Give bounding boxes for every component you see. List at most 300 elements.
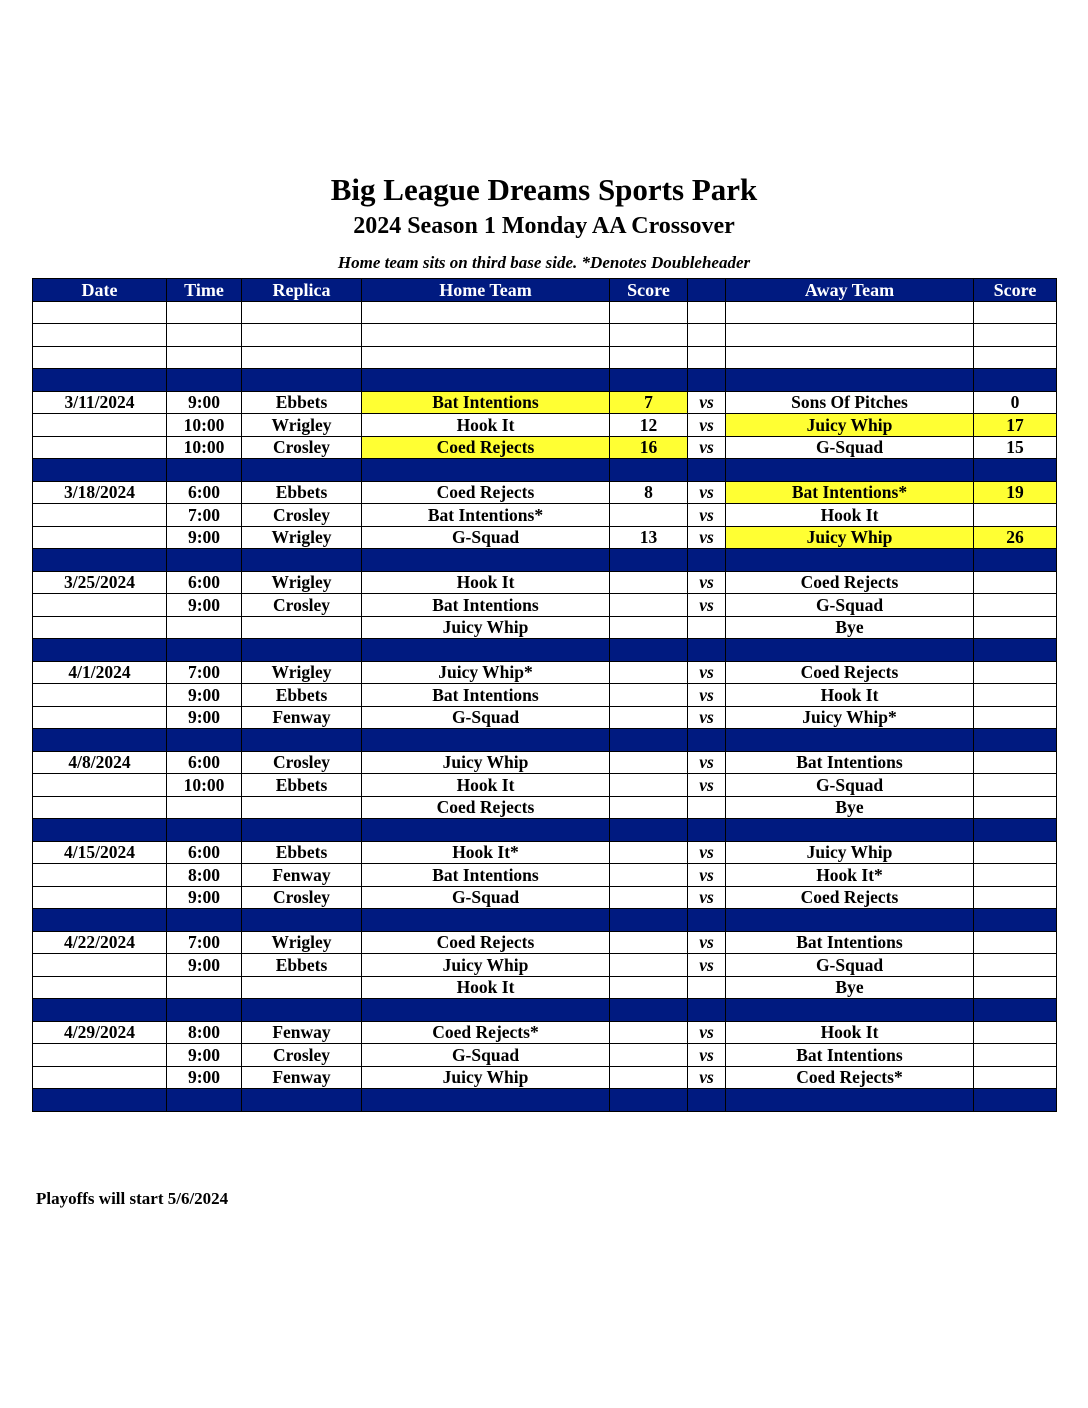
away-score-cell <box>974 684 1057 707</box>
replica-cell: Ebbets <box>242 774 362 797</box>
date-cell <box>33 706 167 729</box>
table-row <box>33 414 1057 437</box>
table-row <box>33 841 1057 864</box>
home-team-cell: Juicy Whip <box>362 751 610 774</box>
vs-cell: vs <box>688 1066 726 1089</box>
vs-cell <box>688 324 726 347</box>
time-cell: 9:00 <box>167 1066 242 1089</box>
away-team-cell <box>726 324 974 347</box>
vs-cell <box>688 616 726 639</box>
replica-cell: Wrigley <box>242 931 362 954</box>
away-score-cell <box>974 301 1057 324</box>
time-cell <box>167 999 242 1022</box>
replica-cell: Crosley <box>242 504 362 527</box>
home-team-cell: Juicy Whip <box>362 616 610 639</box>
home-score-cell: 16 <box>610 436 688 459</box>
replica-cell <box>242 459 362 482</box>
date-cell <box>33 324 167 347</box>
home-score-cell <box>610 706 688 729</box>
table-row <box>33 436 1057 459</box>
home-score-cell <box>610 616 688 639</box>
away-team-cell: Coed Rejects <box>726 571 974 594</box>
away-score-cell <box>974 841 1057 864</box>
away-score-cell <box>974 639 1057 662</box>
home-score-cell <box>610 774 688 797</box>
home-score-cell: 13 <box>610 526 688 549</box>
date-cell: 3/25/2024 <box>33 571 167 594</box>
vs-cell: vs <box>688 1044 726 1067</box>
home-score-cell <box>610 729 688 752</box>
time-cell: 10:00 <box>167 414 242 437</box>
week-separator-row <box>33 549 1057 572</box>
home-score-cell <box>610 886 688 909</box>
date-cell <box>33 1089 167 1112</box>
away-team-cell: Hook It <box>726 684 974 707</box>
away-team-cell <box>726 819 974 842</box>
home-team-cell: G-Squad <box>362 1044 610 1067</box>
home-score-cell <box>610 1044 688 1067</box>
table-row <box>33 774 1057 797</box>
time-cell <box>167 976 242 999</box>
vs-cell <box>688 729 726 752</box>
home-team-cell: Coed Rejects <box>362 481 610 504</box>
away-score-cell <box>974 504 1057 527</box>
home-team-cell <box>362 999 610 1022</box>
vs-cell: vs <box>688 391 726 414</box>
time-cell <box>167 459 242 482</box>
replica-cell <box>242 819 362 842</box>
table-row <box>33 1044 1057 1067</box>
date-cell <box>33 1044 167 1067</box>
away-score-cell <box>974 459 1057 482</box>
home-score-cell <box>610 571 688 594</box>
home-team-cell <box>362 459 610 482</box>
vs-cell <box>688 909 726 932</box>
schedule-body <box>33 301 1057 1111</box>
time-cell <box>167 819 242 842</box>
date-cell <box>33 774 167 797</box>
away-score-cell <box>974 774 1057 797</box>
date-cell <box>33 526 167 549</box>
home-team-cell <box>362 639 610 662</box>
table-row <box>33 1021 1057 1044</box>
time-cell: 9:00 <box>167 391 242 414</box>
week-separator-row <box>33 639 1057 662</box>
home-score-cell <box>610 841 688 864</box>
date-cell <box>33 796 167 819</box>
date-cell <box>33 909 167 932</box>
date-cell <box>33 954 167 977</box>
col-header-home-team: Home Team <box>362 279 610 302</box>
away-score-cell <box>974 819 1057 842</box>
home-team-cell: Hook It <box>362 774 610 797</box>
table-row <box>33 864 1057 887</box>
date-cell <box>33 504 167 527</box>
away-team-cell: Bat Intentions <box>726 1044 974 1067</box>
away-score-cell <box>974 661 1057 684</box>
home-score-cell <box>610 684 688 707</box>
col-header-vs <box>688 279 726 302</box>
replica-cell: Crosley <box>242 436 362 459</box>
home-team-cell: Hook It <box>362 571 610 594</box>
time-cell: 9:00 <box>167 594 242 617</box>
away-score-cell <box>974 886 1057 909</box>
vs-cell: vs <box>688 841 726 864</box>
away-score-cell <box>974 1066 1057 1089</box>
away-score-cell: 0 <box>974 391 1057 414</box>
home-score-cell <box>610 639 688 662</box>
away-team-cell <box>726 459 974 482</box>
home-team-cell <box>362 549 610 572</box>
vs-cell <box>688 819 726 842</box>
vs-cell: vs <box>688 661 726 684</box>
home-team-cell <box>362 324 610 347</box>
week-separator-row <box>33 729 1057 752</box>
vs-cell <box>688 346 726 369</box>
replica-cell <box>242 1089 362 1112</box>
date-cell <box>33 549 167 572</box>
date-cell <box>33 886 167 909</box>
table-row <box>33 684 1057 707</box>
home-team-cell: G-Squad <box>362 886 610 909</box>
home-team-cell <box>362 301 610 324</box>
date-cell <box>33 999 167 1022</box>
table-row <box>33 706 1057 729</box>
home-team-cell: Coed Rejects* <box>362 1021 610 1044</box>
time-cell: 10:00 <box>167 436 242 459</box>
away-score-cell: 26 <box>974 526 1057 549</box>
time-cell: 7:00 <box>167 504 242 527</box>
home-score-cell <box>610 864 688 887</box>
vs-cell: vs <box>688 774 726 797</box>
time-cell <box>167 639 242 662</box>
page-title: Big League Dreams Sports Park <box>330 172 758 207</box>
away-team-cell: Juicy Whip <box>726 841 974 864</box>
date-cell: 3/18/2024 <box>33 481 167 504</box>
time-cell: 10:00 <box>167 774 242 797</box>
table-row <box>33 504 1057 527</box>
away-team-cell <box>726 301 974 324</box>
home-team-cell: Bat Intentions <box>362 391 610 414</box>
replica-cell: Crosley <box>242 594 362 617</box>
away-score-cell <box>974 594 1057 617</box>
time-cell: 9:00 <box>167 706 242 729</box>
away-team-cell <box>726 1089 974 1112</box>
home-score-cell <box>610 796 688 819</box>
date-cell <box>33 729 167 752</box>
away-team-cell: Sons Of Pitches <box>726 391 974 414</box>
table-row <box>33 976 1057 999</box>
vs-cell <box>688 976 726 999</box>
time-cell: 6:00 <box>167 571 242 594</box>
col-header-time: Time <box>167 279 242 302</box>
away-team-cell: Hook It* <box>726 864 974 887</box>
vs-cell <box>688 796 726 819</box>
date-cell <box>33 594 167 617</box>
time-cell <box>167 1089 242 1112</box>
blank-row <box>33 346 1057 369</box>
time-cell <box>167 729 242 752</box>
away-team-cell: Juicy Whip* <box>726 706 974 729</box>
table-row <box>33 886 1057 909</box>
replica-cell <box>242 549 362 572</box>
col-header-home-score: Score <box>610 279 688 302</box>
away-score-cell <box>974 1089 1057 1112</box>
vs-cell: vs <box>688 414 726 437</box>
table-row <box>33 954 1057 977</box>
blank-row <box>33 301 1057 324</box>
home-team-cell: Bat Intentions* <box>362 504 610 527</box>
date-cell <box>33 616 167 639</box>
home-score-cell <box>610 301 688 324</box>
home-team-cell: Juicy Whip* <box>362 661 610 684</box>
table-row <box>33 751 1057 774</box>
date-cell: 4/22/2024 <box>33 931 167 954</box>
away-score-cell <box>974 796 1057 819</box>
replica-cell: Ebbets <box>242 481 362 504</box>
time-cell <box>167 796 242 819</box>
away-score-cell <box>974 954 1057 977</box>
vs-cell: vs <box>688 526 726 549</box>
table-row <box>33 931 1057 954</box>
time-cell <box>167 301 242 324</box>
date-cell: 4/29/2024 <box>33 1021 167 1044</box>
vs-cell <box>688 369 726 392</box>
home-score-cell <box>610 346 688 369</box>
home-score-cell <box>610 931 688 954</box>
page-subtitle: 2024 Season 1 Monday AA Crossover <box>353 213 735 239</box>
home-score-cell <box>610 909 688 932</box>
away-team-cell <box>726 999 974 1022</box>
week-separator-row <box>33 1089 1057 1112</box>
replica-cell <box>242 976 362 999</box>
replica-cell: Ebbets <box>242 684 362 707</box>
home-team-cell: Coed Rejects <box>362 796 610 819</box>
date-cell <box>33 301 167 324</box>
time-cell: 8:00 <box>167 864 242 887</box>
away-team-cell <box>726 369 974 392</box>
vs-cell <box>688 999 726 1022</box>
time-cell <box>167 369 242 392</box>
replica-cell: Fenway <box>242 1066 362 1089</box>
away-score-cell: 17 <box>974 414 1057 437</box>
time-cell: 6:00 <box>167 841 242 864</box>
home-score-cell <box>610 459 688 482</box>
replica-cell: Fenway <box>242 706 362 729</box>
week-separator-row <box>33 369 1057 392</box>
replica-cell: Ebbets <box>242 841 362 864</box>
date-cell: 3/11/2024 <box>33 391 167 414</box>
home-team-cell <box>362 729 610 752</box>
date-cell: 4/8/2024 <box>33 751 167 774</box>
replica-cell: Ebbets <box>242 391 362 414</box>
date-cell <box>33 684 167 707</box>
home-team-cell: Hook It <box>362 414 610 437</box>
replica-cell <box>242 369 362 392</box>
blank-row <box>33 324 1057 347</box>
vs-cell: vs <box>688 504 726 527</box>
home-team-cell: Bat Intentions <box>362 864 610 887</box>
time-cell: 9:00 <box>167 886 242 909</box>
table-row <box>33 594 1057 617</box>
away-team-cell: Bat Intentions <box>726 751 974 774</box>
vs-cell: vs <box>688 684 726 707</box>
home-score-cell <box>610 594 688 617</box>
away-score-cell <box>974 751 1057 774</box>
replica-cell: Crosley <box>242 1044 362 1067</box>
col-header-away-score: Score <box>974 279 1057 302</box>
home-team-cell: Juicy Whip <box>362 1066 610 1089</box>
away-team-cell: Juicy Whip <box>726 414 974 437</box>
away-score-cell <box>974 864 1057 887</box>
table-row <box>33 526 1057 549</box>
away-score-cell <box>974 706 1057 729</box>
away-team-cell: Bye <box>726 796 974 819</box>
vs-cell: vs <box>688 864 726 887</box>
vs-cell: vs <box>688 954 726 977</box>
replica-cell: Crosley <box>242 886 362 909</box>
away-score-cell <box>974 549 1057 572</box>
replica-cell: Fenway <box>242 1021 362 1044</box>
home-team-cell <box>362 819 610 842</box>
vs-cell: vs <box>688 751 726 774</box>
schedule-note: Home team sits on third base side. *Denotes Doubleheader <box>337 253 751 272</box>
away-score-cell <box>974 616 1057 639</box>
away-team-cell: Juicy Whip <box>726 526 974 549</box>
table-row <box>33 796 1057 819</box>
home-score-cell: 7 <box>610 391 688 414</box>
time-cell: 6:00 <box>167 751 242 774</box>
vs-cell: vs <box>688 436 726 459</box>
table-row <box>33 616 1057 639</box>
home-team-cell: Juicy Whip <box>362 954 610 977</box>
home-team-cell: Coed Rejects <box>362 436 610 459</box>
date-cell <box>33 864 167 887</box>
time-cell: 9:00 <box>167 1044 242 1067</box>
home-score-cell <box>610 751 688 774</box>
away-team-cell <box>726 909 974 932</box>
home-score-cell <box>610 324 688 347</box>
date-cell <box>33 369 167 392</box>
home-score-cell <box>610 819 688 842</box>
home-score-cell <box>610 661 688 684</box>
replica-cell: Wrigley <box>242 526 362 549</box>
table-row <box>33 391 1057 414</box>
col-header-away-team: Away Team <box>726 279 974 302</box>
away-score-cell <box>974 999 1057 1022</box>
replica-cell <box>242 301 362 324</box>
away-score-cell: 15 <box>974 436 1057 459</box>
away-score-cell <box>974 1044 1057 1067</box>
home-team-cell <box>362 346 610 369</box>
home-score-cell <box>610 976 688 999</box>
replica-cell: Wrigley <box>242 571 362 594</box>
table-row <box>33 661 1057 684</box>
col-header-date: Date <box>33 279 167 302</box>
week-separator-row <box>33 459 1057 482</box>
home-team-cell <box>362 909 610 932</box>
vs-cell: vs <box>688 886 726 909</box>
time-cell: 7:00 <box>167 661 242 684</box>
home-score-cell <box>610 954 688 977</box>
home-score-cell: 12 <box>610 414 688 437</box>
home-team-cell: Coed Rejects <box>362 931 610 954</box>
date-cell <box>33 976 167 999</box>
replica-cell <box>242 616 362 639</box>
vs-cell <box>688 301 726 324</box>
date-cell: 4/1/2024 <box>33 661 167 684</box>
home-score-cell <box>610 504 688 527</box>
away-score-cell: 19 <box>974 481 1057 504</box>
away-team-cell <box>726 549 974 572</box>
vs-cell: vs <box>688 706 726 729</box>
date-cell <box>33 436 167 459</box>
time-cell: 6:00 <box>167 481 242 504</box>
away-score-cell <box>974 976 1057 999</box>
date-cell <box>33 639 167 662</box>
week-separator-row <box>33 909 1057 932</box>
home-team-cell <box>362 1089 610 1112</box>
vs-cell <box>688 1089 726 1112</box>
away-score-cell <box>974 931 1057 954</box>
replica-cell <box>242 346 362 369</box>
away-team-cell <box>726 729 974 752</box>
away-score-cell <box>974 369 1057 392</box>
table-header-row <box>33 279 1057 302</box>
col-header-replica: Replica <box>242 279 362 302</box>
replica-cell: Fenway <box>242 864 362 887</box>
home-score-cell <box>610 999 688 1022</box>
replica-cell: Ebbets <box>242 954 362 977</box>
replica-cell <box>242 909 362 932</box>
home-team-cell: Bat Intentions <box>362 594 610 617</box>
date-cell <box>33 414 167 437</box>
away-team-cell: Coed Rejects* <box>726 1066 974 1089</box>
away-team-cell: Coed Rejects <box>726 886 974 909</box>
vs-cell: vs <box>688 594 726 617</box>
date-cell <box>33 819 167 842</box>
away-score-cell <box>974 729 1057 752</box>
away-team-cell <box>726 639 974 662</box>
date-cell: 4/15/2024 <box>33 841 167 864</box>
away-team-cell: G-Squad <box>726 774 974 797</box>
vs-cell: vs <box>688 931 726 954</box>
home-team-cell: G-Squad <box>362 526 610 549</box>
away-score-cell <box>974 346 1057 369</box>
away-team-cell: Bye <box>726 616 974 639</box>
time-cell: 9:00 <box>167 954 242 977</box>
away-team-cell: Bat Intentions <box>726 931 974 954</box>
date-cell <box>33 459 167 482</box>
home-score-cell <box>610 549 688 572</box>
table-row <box>33 481 1057 504</box>
home-score-cell <box>610 369 688 392</box>
date-cell <box>33 1066 167 1089</box>
away-score-cell <box>974 324 1057 347</box>
replica-cell: Wrigley <box>242 414 362 437</box>
time-cell: 9:00 <box>167 526 242 549</box>
replica-cell: Wrigley <box>242 661 362 684</box>
week-separator-row <box>33 819 1057 842</box>
home-team-cell: Bat Intentions <box>362 684 610 707</box>
vs-cell <box>688 639 726 662</box>
time-cell: 7:00 <box>167 931 242 954</box>
vs-cell <box>688 459 726 482</box>
replica-cell: Crosley <box>242 751 362 774</box>
home-team-cell: Hook It* <box>362 841 610 864</box>
home-team-cell: Hook It <box>362 976 610 999</box>
away-team-cell <box>726 346 974 369</box>
